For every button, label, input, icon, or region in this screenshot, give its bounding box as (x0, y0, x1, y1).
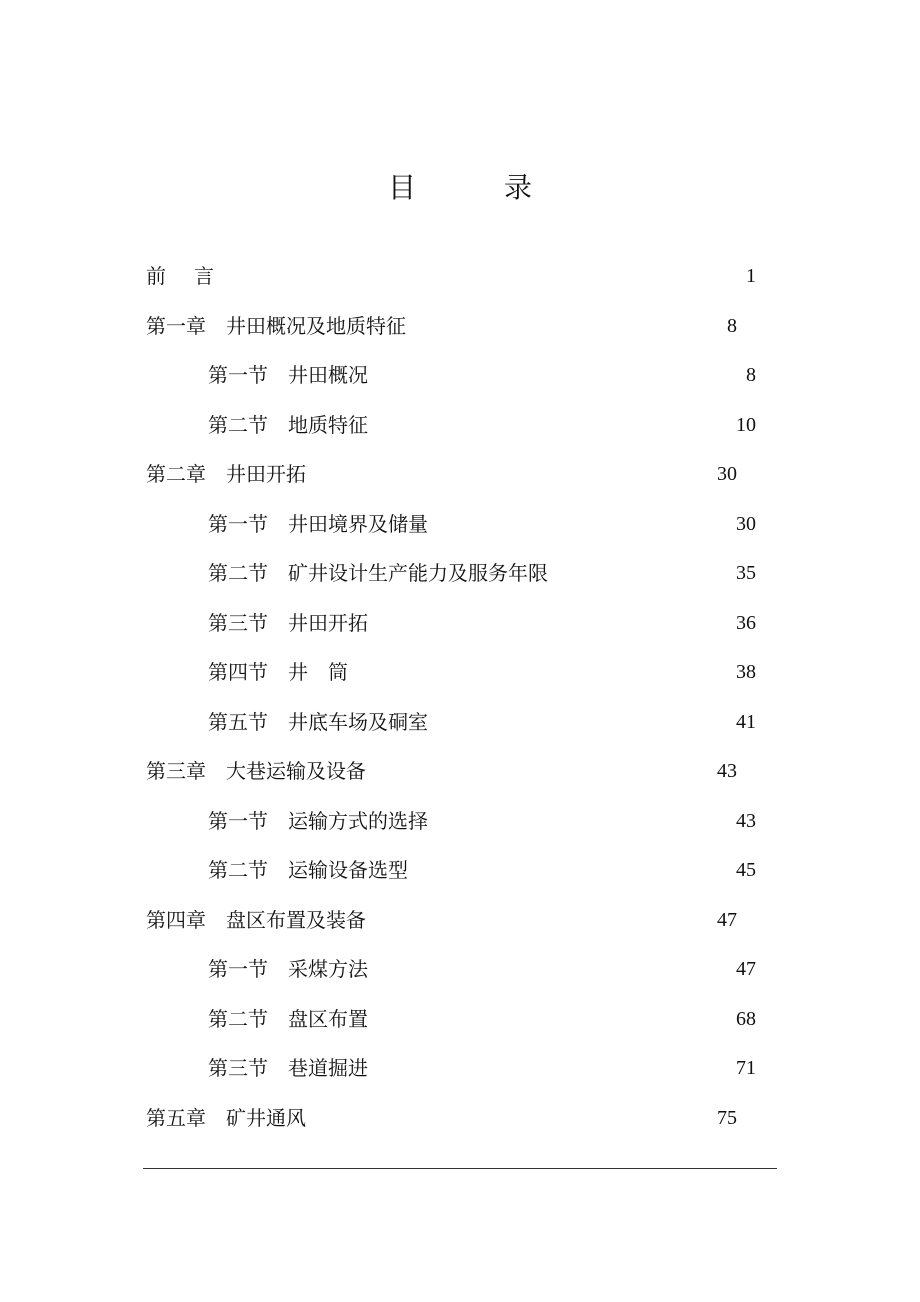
toc-entry-label[interactable] (146, 302, 406, 352)
toc-entry-text: 前言 (146, 264, 242, 288)
toc-entry-label[interactable] (208, 995, 368, 1045)
toc-entry-page: 71 (736, 1057, 756, 1079)
toc-entry-label[interactable] (146, 450, 306, 500)
toc-entry-number: 第四节 (208, 660, 268, 684)
toc-entry-label[interactable] (208, 549, 548, 599)
toc-entry-page: 47 (736, 958, 756, 980)
toc-row-chapter (0, 450, 920, 500)
toc-row-section (0, 648, 920, 698)
toc-entry-number: 第二章 (146, 462, 206, 486)
toc-entry-page: 38 (736, 661, 756, 683)
toc-entry-page: 43 (717, 760, 737, 782)
toc-entry-page: 75 (717, 1106, 737, 1129)
toc-entry-page: 10 (736, 413, 756, 436)
toc-entry-page: 68 (736, 1007, 756, 1030)
table-of-contents (0, 252, 920, 1143)
toc-entry-text: 井 筒 (288, 660, 348, 684)
toc-entry-label[interactable] (208, 599, 368, 649)
toc-row-section (0, 351, 920, 401)
toc-entry-text: 运输设备选型 (288, 858, 408, 882)
toc-row-section (0, 401, 920, 451)
toc-entry-text: 井田开拓 (288, 610, 368, 635)
toc-entry-number: 第二节 (208, 858, 268, 882)
toc-entry-text: 盘区布置及装备 (226, 907, 366, 932)
toc-entry-label[interactable] (208, 648, 348, 698)
toc-entry-page: 8 (727, 314, 737, 337)
toc-entry-number: 第二节 (208, 561, 268, 585)
toc-entry-label[interactable] (208, 500, 428, 550)
toc-row-chapter (0, 1094, 920, 1144)
toc-row-section (0, 797, 920, 847)
toc-entry-text: 盘区布置 (288, 1006, 368, 1031)
toc-entry-page: 35 (736, 562, 756, 584)
toc-entry-text: 井田概况及地质特征 (226, 313, 406, 338)
toc-entry-label[interactable] (146, 1094, 306, 1144)
toc-entry-text: 矿井设计生产能力及服务年限 (288, 561, 548, 585)
toc-entry-label[interactable] (208, 945, 368, 995)
toc-entry-page: 47 (717, 908, 737, 931)
toc-entry-page: 1 (746, 265, 756, 287)
toc-entry-number: 第四章 (146, 907, 206, 932)
toc-entry-number: 第五节 (208, 709, 268, 734)
toc-entry-number: 第二节 (208, 1006, 268, 1031)
toc-entry-label[interactable] (208, 698, 428, 748)
toc-entry-text: 地质特征 (288, 412, 368, 437)
toc-entry-number: 第一章 (146, 313, 206, 338)
toc-row-preface (0, 252, 920, 302)
toc-entry-number: 第一节 (208, 363, 268, 387)
toc-row-chapter (0, 747, 920, 797)
toc-entry-text: 井田概况 (288, 363, 368, 387)
toc-entry-number: 第一节 (208, 808, 268, 833)
toc-row-chapter (0, 302, 920, 352)
toc-entry-page: 8 (746, 364, 756, 386)
toc-entry-text: 大巷运输及设备 (226, 759, 366, 783)
toc-entry-text: 矿井通风 (226, 1105, 306, 1130)
toc-entry-text: 采煤方法 (288, 957, 368, 981)
toc-row-section (0, 1044, 920, 1094)
toc-entry-number: 第一节 (208, 957, 268, 981)
toc-row-section (0, 995, 920, 1045)
toc-entry-text: 井底车场及硐室 (288, 709, 428, 734)
toc-entry-label[interactable] (208, 797, 428, 847)
toc-entry-label[interactable] (146, 252, 242, 302)
toc-entry-number: 第一节 (208, 511, 268, 536)
toc-entry-label[interactable] (208, 1044, 368, 1094)
toc-row-section (0, 599, 920, 649)
page-title: 目 录 (387, 171, 562, 204)
toc-entry-text: 井田开拓 (226, 462, 306, 486)
toc-entry-page: 41 (736, 710, 756, 733)
toc-entry-number: 第五章 (146, 1105, 206, 1130)
toc-entry-text: 运输方式的选择 (288, 808, 428, 833)
toc-entry-label[interactable] (208, 401, 368, 451)
toc-entry-label[interactable] (146, 896, 366, 946)
toc-entry-page: 36 (736, 611, 756, 634)
toc-entry-page: 30 (717, 463, 737, 485)
toc-entry-label[interactable] (146, 747, 366, 797)
toc-entry-number: 第二节 (208, 412, 268, 437)
toc-row-section (0, 698, 920, 748)
toc-row-chapter (0, 896, 920, 946)
toc-entry-page: 45 (736, 859, 756, 881)
toc-entry-text: 巷道掘进 (288, 1056, 368, 1080)
toc-row-section (0, 500, 920, 550)
toc-entry-label[interactable] (208, 351, 368, 401)
footer-divider (143, 1168, 777, 1169)
toc-entry-number: 第三节 (208, 1056, 268, 1080)
toc-row-section (0, 846, 920, 896)
toc-row-section (0, 945, 920, 995)
toc-entry-label[interactable] (208, 846, 408, 896)
toc-entry-text: 井田境界及储量 (288, 511, 428, 536)
toc-entry-page: 30 (736, 512, 756, 535)
toc-row-section (0, 549, 920, 599)
toc-entry-number: 第三节 (208, 610, 268, 635)
toc-entry-number: 第三章 (146, 759, 206, 783)
toc-entry-page: 43 (736, 809, 756, 832)
